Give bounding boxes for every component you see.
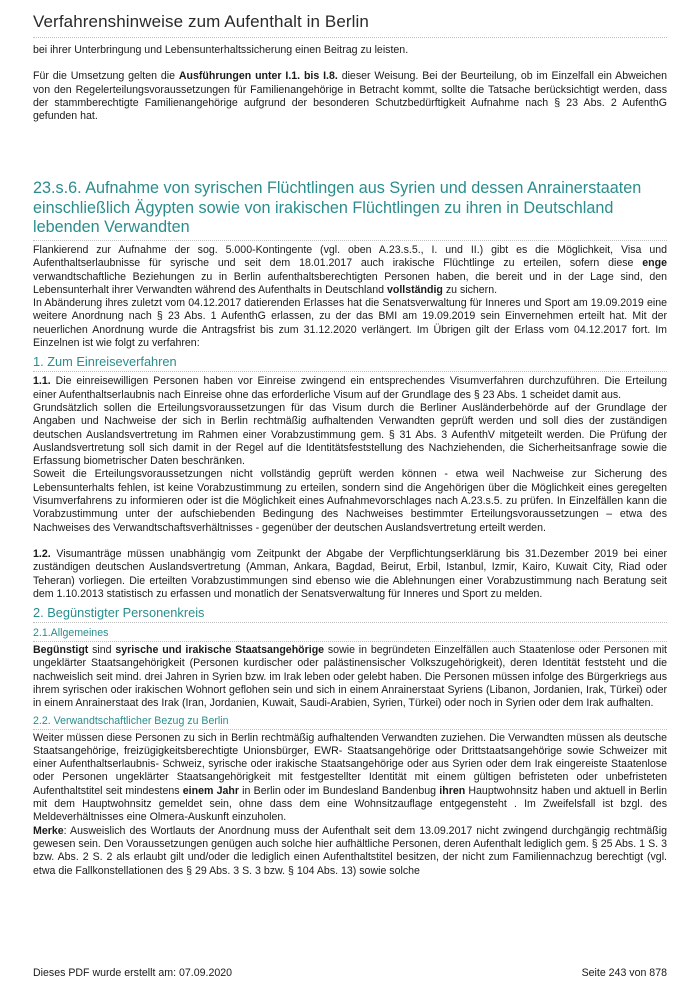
subsubsection-heading-2-1: 2.1.Allgemeines <box>33 627 667 642</box>
section-heading: 23.s.6. Aufnahme von syrischen Flüchtlingen aus Syrien und dessen Anrainerstaaten einschließlich Ägypten sowie von irakischen Flüchtlingen zu ihren in Deutschland lebenden Verwandten <box>33 179 667 241</box>
footer-created-date: Dieses PDF wurde erstellt am: 07.09.2020 <box>33 967 233 979</box>
section-paragraph-1: Flankierend zur Aufnahme der sog. 5.000-Kontingente (vgl. oben A.23.s.5., I. und II.) gibt es die Möglichkeit, Visa und Aufenthaltserlaubnisse für syrische und seit dem 18.01.2017 auch irakische Flüchtlinge zu erteilen, sofern diese enge verwandtschaftliche Beziehungen zu in Berlin aufenthaltsberechtigten Personen haben, die bereit und in der Lage sind, den Lebensunterhalt ihrer Verwandten während des Aufenthalts in Deutschland vollständig zu sichern. <box>33 243 667 296</box>
paragraph-1-1: 1.1. Die einreisewilligen Personen haben vor Einreise zwingend ein entsprechendes Visumverfahren durchzuführen. Die Erteilung einer Aufenthaltserlaubnis nach Einreise ohne das erforderliche Visum auf der Grundlage des § 23 Abs. 1 scheidet damit aus. <box>33 375 667 401</box>
subsection-heading-1: 1. Zum Einreiseverfahren <box>33 354 667 372</box>
paragraph-1-1-b: Grundsätzlich sollen die Erteilungsvoraussetzungen für das Visum durch die Berliner Ausländerbehörde auf der Grundlage der Angaben und Nachweise der sich in Berlin rechtmäßig aufhaltenden Verwandten geprüft werden und soll dies der zuständigen deutschen Auslandsvertretung im Rahmen einer Vorabzustimmung gem. § 31 Abs. 3 AufenthV mitgeteilt werden. Die Prüfung der Auslandsvertretung soll sich damit in der Regel auf die Identitätsfeststellung des Nachziehenden, die Sicherheitsanfrage sowie die Erfassung biometrischer Daten beschränken. <box>33 401 667 468</box>
footer-page-number: Seite 243 von 878 <box>581 967 667 979</box>
paragraph-1-1-c: Soweit die Erteilungsvoraussetzungen nicht vollständig geprüft werden können - etwa weil Nachweise zur Sicherung des Lebensunterhalts fehlen, ist keine Vorabzustimmung zu erteilen, sondern sind die Angehörigen über die Möglichkeit eines geregelten Visumverfahrens zu informieren oder ist die Möglichkeit eines Aufnahmevorschlages nach A.23.s.5. zu prüfen. In Einzelfällen kann die Vorabzustimmung unter der aufschiebenden Bedingung des Nachweises bestimmter Erteilungsvoraussetzungen – etwa des Nachweises des Verwandtschaftsverhältnisses - gegenüber der deutschen Auslandsvertretung erteilt werden. <box>33 468 667 534</box>
intro-paragraph-1: bei ihrer Unterbringung und Lebensunterhaltssicherung einen Beitrag zu leisten. <box>33 44 409 56</box>
paragraph-2-1: Begünstigt sind syrische und irakische Staatsangehörige sowie in begründeten Einzelfällen auch Staatenlose oder Personen mit ungeklärter Staatsangehörigkeit (Personen kurdischer oder palästinensischer Volkszugehörigkeit), deren Identität feststeht und die nachweislich seit mind. drei Jahren in Syrien bzw. im Irak leben oder gelebt haben. Die Personen müssen infolge des Bürgerkriegs aus ihrem syrischen oder irakischen Wohnort geflohen sein und sich in einem Anrainerstaat Syriens (Libanon, Jordanien, Irak, Türkei) oder in einem Anrainerstaat des Irak (Iran, Jordanien, Kuwait, Saudi-Arabien, Syrien, Türkei) oder noch in Syrien oder dem Irak aufhalten. <box>33 644 667 710</box>
section-paragraph-2: In Abänderung ihres zuletzt vom 04.12.2017 datierenden Erlasses hat die Senatsverwaltung für Inneres und Sport am 19.09.2019 eine weitere Anordnung nach § 23 Abs. 1 AufenthG erlassen, zu der das BMI am 19.09.2019 sein Einvernehmen erteilt hat. Mit der neuerlichen Anordnung wurde die Antragsfrist bis zum 31.12.2020 verlängert. Im Übrigen gilt der Erlass vom 04.12.2017 fort. Im Einzelnen ist wie folgt zu verfahren: <box>33 297 667 350</box>
paragraph-1-2: 1.2. Visumanträge müssen unabhängig vom Zeitpunkt der Abgabe der Verpflichtungserklärung bis 31.Dezember 2019 bei einer zuständigen deutschen Auslandsvertretung (Amman, Ankara, Bagdad, Beirut, Erbil, Istanbul, Izmir, Kairo, Kuwait City, Riad oder Teheran) vorliegen. Die erteilten Vorabzustimmungen sind ebenso wie die Ablehnungen einer Vorabzustimmung nach Beratung seit dem 1.10.2013 statistisch zu erfassen und monatlich der Senatsverwaltung für Inneres und Sport zu melden. <box>33 547 667 600</box>
subsubsection-heading-2-2: 2.2. Verwandtschaftlicher Bezug zu Berlin <box>33 715 667 730</box>
paragraph-2-2: Weiter müssen diese Personen zu sich in Berlin rechtmäßig aufhaltenden Verwandten zuziehen. Die Verwandten müssen als deutsche Staatsangehörige, freizügigkeitsberechtigte Unionsbürger, EWR- Staatsangehörige oder Drittstaatsangehörige sowie Schweizer mit einer Aufenthaltserlaubnis- Schweiz, syrische oder irakische Staatsangehörige oder aus Syrien oder dem Irak eingereiste Staatenlose oder Personen ungeklärter Staatsangehörigkeit mit festgestellter Identität mit einem gültigen befristeten oder unbefristeten Aufenthaltstitel seit mindestens einem Jahr in Berlin oder im Bundesland Bandenbug ihren Hauptwohnsitz haben und aktuell in Berlin mit dem Hauptwohnsitz gemeldet sein, ohne dass dem eine Wohnsitzauflage entgegensteht . Im Zweifelsfall ist bzgl. des Meldeverhältnisses eine Olmera-Auskunft einzuholen. <box>33 731 667 824</box>
subsection-heading-2: 2. Begünstigter Personenkreis <box>33 605 667 623</box>
page-header: Verfahrenshinweise zum Aufenthalt in Berlin <box>33 12 667 38</box>
page-footer <box>33 967 667 979</box>
document-page <box>33 12 667 878</box>
intro-paragraph-2: Für die Umsetzung gelten die Ausführungen unter I.1. bis I.8. dieser Weisung. Bei der Beurteilung, ob im Einzelfall ein Abweichen von den Regelerteilungsvoraussetzungen für Familienangehörige in Betracht kommt, sollte die Tatsache berücksichtigt werden, dass der stammberechtigte Familienangehörige aufgrund der besonderen Schutzbedürftigkeit Aufnahme nach § 23 Abs. 2 AufenthG gefunden hat. <box>33 70 668 123</box>
paragraph-merke: Merke: Ausweislich des Wortlauts der Anordnung muss der Aufenthalt seit dem 13.09.2017 nicht zwingend durchgängig rechtmäßig gewesen sein. Den Voraussetzungen genügen auch solche hier aufhältliche Personen, deren Aufenthalt lediglich gem. § 25 Abs. 1 S. 3 bzw. Abs. 2 S. 2 als erlaubt gilt und/oder die lediglich einen Aufenthaltstitel besitzen, der nicht zum Familiennachzug berechtigt (vgl. etwa die Fallkonstellationen des § 29 Abs. 3 S. 3 bzw. § 104 Abs. 13) sowie solche <box>33 824 667 877</box>
